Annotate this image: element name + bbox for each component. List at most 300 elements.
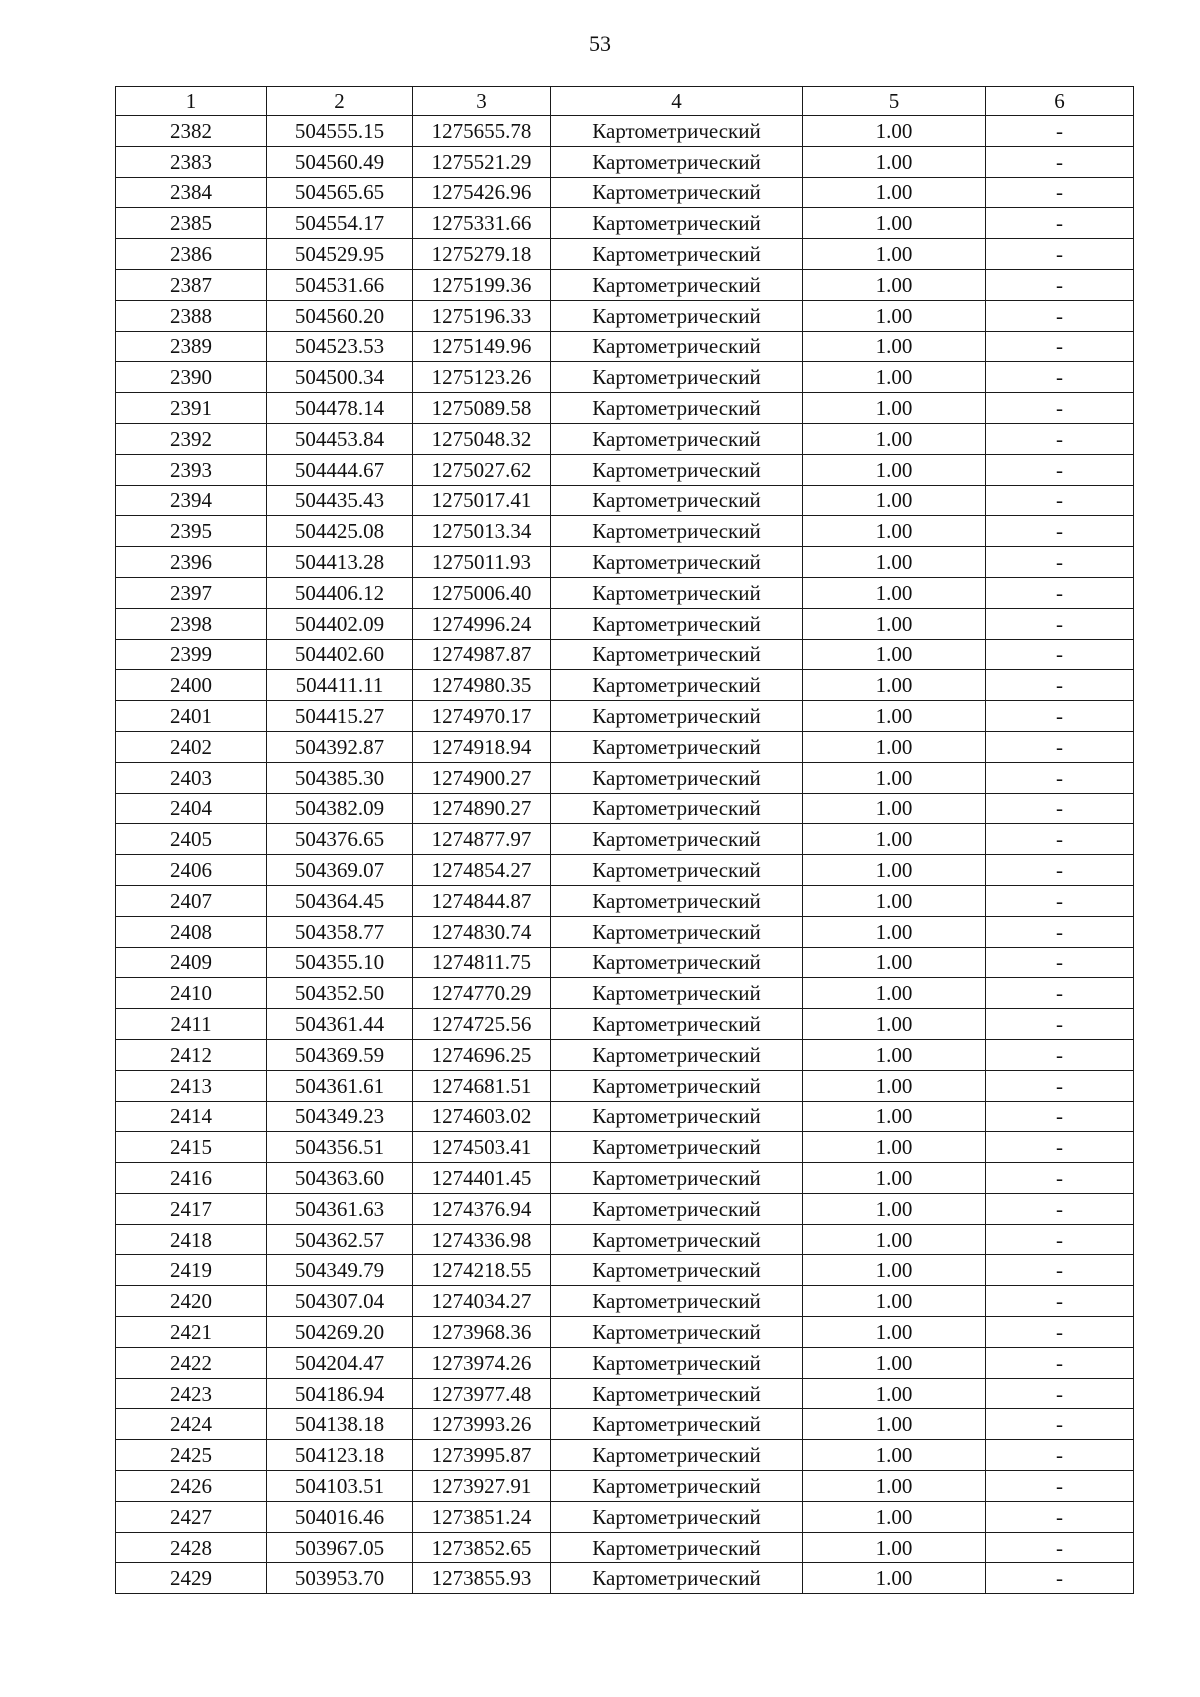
method-cell: Картометрический xyxy=(551,947,803,978)
table-row xyxy=(116,1224,1134,1255)
y-coordinate-cell: 1275331.66 xyxy=(413,208,551,239)
x-coordinate-cell: 504369.07 xyxy=(267,855,413,886)
accuracy-cell: 1.00 xyxy=(803,1317,986,1348)
x-coordinate-cell: 504361.44 xyxy=(267,1009,413,1040)
point-number-cell: 2405 xyxy=(116,824,267,855)
accuracy-cell: 1.00 xyxy=(803,1132,986,1163)
accuracy-cell: 1.00 xyxy=(803,146,986,177)
x-coordinate-cell: 504358.77 xyxy=(267,916,413,947)
table-row xyxy=(116,1286,1134,1317)
y-coordinate-cell: 1274811.75 xyxy=(413,947,551,978)
table-row xyxy=(116,885,1134,916)
method-cell: Картометрический xyxy=(551,1471,803,1502)
point-number-cell: 2387 xyxy=(116,269,267,300)
method-cell: Картометрический xyxy=(551,1317,803,1348)
x-coordinate-cell: 504269.20 xyxy=(267,1317,413,1348)
method-cell: Картометрический xyxy=(551,116,803,147)
method-cell: Картометрический xyxy=(551,1378,803,1409)
x-coordinate-cell: 504435.43 xyxy=(267,485,413,516)
x-coordinate-cell: 504406.12 xyxy=(267,577,413,608)
method-cell: Картометрический xyxy=(551,1347,803,1378)
point-number-cell: 2401 xyxy=(116,701,267,732)
table-row xyxy=(116,670,1134,701)
table-row xyxy=(116,1532,1134,1563)
description-cell: - xyxy=(986,1193,1134,1224)
x-coordinate-cell: 504565.65 xyxy=(267,177,413,208)
y-coordinate-cell: 1275279.18 xyxy=(413,239,551,270)
x-coordinate-cell: 504362.57 xyxy=(267,1224,413,1255)
method-cell: Картометрический xyxy=(551,855,803,886)
x-coordinate-cell: 504369.59 xyxy=(267,1039,413,1070)
x-coordinate-cell: 504361.61 xyxy=(267,1070,413,1101)
x-coordinate-cell: 504361.63 xyxy=(267,1193,413,1224)
method-cell: Картометрический xyxy=(551,1101,803,1132)
y-coordinate-cell: 1273968.36 xyxy=(413,1317,551,1348)
method-cell: Картометрический xyxy=(551,177,803,208)
y-coordinate-cell: 1274844.87 xyxy=(413,885,551,916)
table-row xyxy=(116,1009,1134,1040)
point-number-cell: 2427 xyxy=(116,1501,267,1532)
description-cell: - xyxy=(986,331,1134,362)
description-cell: - xyxy=(986,731,1134,762)
method-cell: Картометрический xyxy=(551,731,803,762)
method-cell: Картометрический xyxy=(551,762,803,793)
x-coordinate-cell: 503953.70 xyxy=(267,1563,413,1594)
table-row xyxy=(116,300,1134,331)
point-number-cell: 2396 xyxy=(116,547,267,578)
point-number-cell: 2410 xyxy=(116,978,267,1009)
y-coordinate-cell: 1273977.48 xyxy=(413,1378,551,1409)
table-row xyxy=(116,1378,1134,1409)
point-number-cell: 2420 xyxy=(116,1286,267,1317)
accuracy-cell: 1.00 xyxy=(803,1224,986,1255)
y-coordinate-cell: 1274770.29 xyxy=(413,978,551,1009)
x-coordinate-cell: 504523.53 xyxy=(267,331,413,362)
description-cell: - xyxy=(986,1070,1134,1101)
y-coordinate-cell: 1274854.27 xyxy=(413,855,551,886)
x-coordinate-cell: 504355.10 xyxy=(267,947,413,978)
method-cell: Картометрический xyxy=(551,1163,803,1194)
method-cell: Картометрический xyxy=(551,239,803,270)
point-number-cell: 2412 xyxy=(116,1039,267,1070)
method-cell: Картометрический xyxy=(551,208,803,239)
point-number-cell: 2403 xyxy=(116,762,267,793)
accuracy-cell: 1.00 xyxy=(803,670,986,701)
table-row xyxy=(116,1132,1134,1163)
table-row xyxy=(116,146,1134,177)
table-row xyxy=(116,793,1134,824)
point-number-cell: 2419 xyxy=(116,1255,267,1286)
x-coordinate-cell: 504349.79 xyxy=(267,1255,413,1286)
point-number-cell: 2417 xyxy=(116,1193,267,1224)
x-coordinate-cell: 504529.95 xyxy=(267,239,413,270)
method-cell: Картометрический xyxy=(551,300,803,331)
method-cell: Картометрический xyxy=(551,423,803,454)
description-cell: - xyxy=(986,916,1134,947)
accuracy-cell: 1.00 xyxy=(803,1286,986,1317)
method-cell: Картометрический xyxy=(551,1039,803,1070)
method-cell: Картометрический xyxy=(551,1255,803,1286)
method-cell: Картометрический xyxy=(551,577,803,608)
y-coordinate-cell: 1274401.45 xyxy=(413,1163,551,1194)
description-cell: - xyxy=(986,1009,1134,1040)
point-number-cell: 2416 xyxy=(116,1163,267,1194)
accuracy-cell: 1.00 xyxy=(803,116,986,147)
x-coordinate-cell: 504415.27 xyxy=(267,701,413,732)
method-cell: Картометрический xyxy=(551,1501,803,1532)
x-coordinate-cell: 504349.23 xyxy=(267,1101,413,1132)
table-row xyxy=(116,577,1134,608)
description-cell: - xyxy=(986,362,1134,393)
x-coordinate-cell: 504376.65 xyxy=(267,824,413,855)
accuracy-cell: 1.00 xyxy=(803,300,986,331)
accuracy-cell: 1.00 xyxy=(803,885,986,916)
description-cell: - xyxy=(986,855,1134,886)
accuracy-cell: 1.00 xyxy=(803,1070,986,1101)
accuracy-cell: 1.00 xyxy=(803,1009,986,1040)
table-row xyxy=(116,485,1134,516)
table-row xyxy=(116,701,1134,732)
accuracy-cell: 1.00 xyxy=(803,1039,986,1070)
method-cell: Картометрический xyxy=(551,1009,803,1040)
point-number-cell: 2390 xyxy=(116,362,267,393)
table-row xyxy=(116,362,1134,393)
x-coordinate-cell: 504363.60 xyxy=(267,1163,413,1194)
x-coordinate-cell: 504385.30 xyxy=(267,762,413,793)
method-cell: Картометрический xyxy=(551,454,803,485)
table-row xyxy=(116,608,1134,639)
description-cell: - xyxy=(986,485,1134,516)
y-coordinate-cell: 1275048.32 xyxy=(413,423,551,454)
x-coordinate-cell: 504560.20 xyxy=(267,300,413,331)
description-cell: - xyxy=(986,1286,1134,1317)
x-coordinate-cell: 504307.04 xyxy=(267,1286,413,1317)
point-number-cell: 2392 xyxy=(116,423,267,454)
column-header: 1 xyxy=(116,87,267,116)
x-coordinate-cell: 504204.47 xyxy=(267,1347,413,1378)
method-cell: Картометрический xyxy=(551,1224,803,1255)
y-coordinate-cell: 1275027.62 xyxy=(413,454,551,485)
x-coordinate-cell: 504402.60 xyxy=(267,639,413,670)
point-number-cell: 2426 xyxy=(116,1471,267,1502)
column-header: 6 xyxy=(986,87,1134,116)
y-coordinate-cell: 1274218.55 xyxy=(413,1255,551,1286)
description-cell: - xyxy=(986,793,1134,824)
method-cell: Картометрический xyxy=(551,269,803,300)
method-cell: Картометрический xyxy=(551,1532,803,1563)
accuracy-cell: 1.00 xyxy=(803,577,986,608)
table-row xyxy=(116,269,1134,300)
point-number-cell: 2386 xyxy=(116,239,267,270)
point-number-cell: 2395 xyxy=(116,516,267,547)
point-number-cell: 2407 xyxy=(116,885,267,916)
y-coordinate-cell: 1274996.24 xyxy=(413,608,551,639)
accuracy-cell: 1.00 xyxy=(803,1255,986,1286)
accuracy-cell: 1.00 xyxy=(803,1532,986,1563)
method-cell: Картометрический xyxy=(551,485,803,516)
table-row xyxy=(116,947,1134,978)
description-cell: - xyxy=(986,454,1134,485)
table-row xyxy=(116,331,1134,362)
accuracy-cell: 1.00 xyxy=(803,916,986,947)
accuracy-cell: 1.00 xyxy=(803,423,986,454)
y-coordinate-cell: 1274503.41 xyxy=(413,1132,551,1163)
point-number-cell: 2425 xyxy=(116,1440,267,1471)
y-coordinate-cell: 1274336.98 xyxy=(413,1224,551,1255)
point-number-cell: 2404 xyxy=(116,793,267,824)
description-cell: - xyxy=(986,1532,1134,1563)
description-cell: - xyxy=(986,978,1134,1009)
x-coordinate-cell: 504444.67 xyxy=(267,454,413,485)
y-coordinate-cell: 1275521.29 xyxy=(413,146,551,177)
method-cell: Картометрический xyxy=(551,1286,803,1317)
point-number-cell: 2385 xyxy=(116,208,267,239)
accuracy-cell: 1.00 xyxy=(803,978,986,1009)
point-number-cell: 2397 xyxy=(116,577,267,608)
method-cell: Картометрический xyxy=(551,793,803,824)
y-coordinate-cell: 1275013.34 xyxy=(413,516,551,547)
y-coordinate-cell: 1274918.94 xyxy=(413,731,551,762)
x-coordinate-cell: 504103.51 xyxy=(267,1471,413,1502)
table-row xyxy=(116,1563,1134,1594)
description-cell: - xyxy=(986,1039,1134,1070)
accuracy-cell: 1.00 xyxy=(803,608,986,639)
accuracy-cell: 1.00 xyxy=(803,824,986,855)
point-number-cell: 2384 xyxy=(116,177,267,208)
table-row xyxy=(116,916,1134,947)
accuracy-cell: 1.00 xyxy=(803,1440,986,1471)
description-cell: - xyxy=(986,577,1134,608)
table-row xyxy=(116,1193,1134,1224)
accuracy-cell: 1.00 xyxy=(803,208,986,239)
description-cell: - xyxy=(986,146,1134,177)
column-header: 5 xyxy=(803,87,986,116)
table-row xyxy=(116,762,1134,793)
table-row xyxy=(116,1101,1134,1132)
x-coordinate-cell: 504364.45 xyxy=(267,885,413,916)
y-coordinate-cell: 1273855.93 xyxy=(413,1563,551,1594)
description-cell: - xyxy=(986,670,1134,701)
y-coordinate-cell: 1275006.40 xyxy=(413,577,551,608)
method-cell: Картометрический xyxy=(551,1440,803,1471)
description-cell: - xyxy=(986,269,1134,300)
point-number-cell: 2400 xyxy=(116,670,267,701)
y-coordinate-cell: 1274696.25 xyxy=(413,1039,551,1070)
method-cell: Картометрический xyxy=(551,1409,803,1440)
x-coordinate-cell: 504478.14 xyxy=(267,393,413,424)
x-coordinate-cell: 504402.09 xyxy=(267,608,413,639)
y-coordinate-cell: 1274725.56 xyxy=(413,1009,551,1040)
table-row xyxy=(116,547,1134,578)
description-cell: - xyxy=(986,393,1134,424)
table-header-row xyxy=(116,87,1134,116)
accuracy-cell: 1.00 xyxy=(803,362,986,393)
method-cell: Картометрический xyxy=(551,1132,803,1163)
point-number-cell: 2411 xyxy=(116,1009,267,1040)
accuracy-cell: 1.00 xyxy=(803,177,986,208)
table-row xyxy=(116,1039,1134,1070)
table-row xyxy=(116,1440,1134,1471)
y-coordinate-cell: 1274034.27 xyxy=(413,1286,551,1317)
x-coordinate-cell: 504138.18 xyxy=(267,1409,413,1440)
y-coordinate-cell: 1273993.26 xyxy=(413,1409,551,1440)
method-cell: Картометрический xyxy=(551,701,803,732)
accuracy-cell: 1.00 xyxy=(803,1163,986,1194)
x-coordinate-cell: 504560.49 xyxy=(267,146,413,177)
description-cell: - xyxy=(986,177,1134,208)
column-header: 3 xyxy=(413,87,551,116)
method-cell: Картометрический xyxy=(551,516,803,547)
x-coordinate-cell: 504411.11 xyxy=(267,670,413,701)
description-cell: - xyxy=(986,762,1134,793)
y-coordinate-cell: 1274987.87 xyxy=(413,639,551,670)
y-coordinate-cell: 1274877.97 xyxy=(413,824,551,855)
x-coordinate-cell: 504382.09 xyxy=(267,793,413,824)
accuracy-cell: 1.00 xyxy=(803,701,986,732)
table-row xyxy=(116,978,1134,1009)
y-coordinate-cell: 1275149.96 xyxy=(413,331,551,362)
description-cell: - xyxy=(986,1378,1134,1409)
table-row xyxy=(116,731,1134,762)
y-coordinate-cell: 1274376.94 xyxy=(413,1193,551,1224)
description-cell: - xyxy=(986,1132,1134,1163)
x-coordinate-cell: 504123.18 xyxy=(267,1440,413,1471)
x-coordinate-cell: 504352.50 xyxy=(267,978,413,1009)
point-number-cell: 2393 xyxy=(116,454,267,485)
table-row xyxy=(116,239,1134,270)
coordinates-table xyxy=(115,86,1134,1594)
description-cell: - xyxy=(986,300,1134,331)
x-coordinate-cell: 504356.51 xyxy=(267,1132,413,1163)
y-coordinate-cell: 1275199.36 xyxy=(413,269,551,300)
y-coordinate-cell: 1275017.41 xyxy=(413,485,551,516)
y-coordinate-cell: 1274970.17 xyxy=(413,701,551,732)
table-row xyxy=(116,516,1134,547)
description-cell: - xyxy=(986,423,1134,454)
description-cell: - xyxy=(986,639,1134,670)
method-cell: Картометрический xyxy=(551,885,803,916)
y-coordinate-cell: 1273995.87 xyxy=(413,1440,551,1471)
point-number-cell: 2413 xyxy=(116,1070,267,1101)
y-coordinate-cell: 1275089.58 xyxy=(413,393,551,424)
description-cell: - xyxy=(986,1224,1134,1255)
accuracy-cell: 1.00 xyxy=(803,485,986,516)
table-row xyxy=(116,116,1134,147)
point-number-cell: 2389 xyxy=(116,331,267,362)
description-cell: - xyxy=(986,1440,1134,1471)
accuracy-cell: 1.00 xyxy=(803,393,986,424)
method-cell: Картометрический xyxy=(551,331,803,362)
accuracy-cell: 1.00 xyxy=(803,547,986,578)
description-cell: - xyxy=(986,208,1134,239)
accuracy-cell: 1.00 xyxy=(803,1378,986,1409)
accuracy-cell: 1.00 xyxy=(803,1471,986,1502)
x-coordinate-cell: 504500.34 xyxy=(267,362,413,393)
point-number-cell: 2408 xyxy=(116,916,267,947)
point-number-cell: 2415 xyxy=(116,1132,267,1163)
description-cell: - xyxy=(986,1101,1134,1132)
accuracy-cell: 1.00 xyxy=(803,793,986,824)
accuracy-cell: 1.00 xyxy=(803,855,986,886)
method-cell: Картометрический xyxy=(551,146,803,177)
accuracy-cell: 1.00 xyxy=(803,731,986,762)
accuracy-cell: 1.00 xyxy=(803,1193,986,1224)
y-coordinate-cell: 1273851.24 xyxy=(413,1501,551,1532)
accuracy-cell: 1.00 xyxy=(803,1101,986,1132)
accuracy-cell: 1.00 xyxy=(803,331,986,362)
description-cell: - xyxy=(986,824,1134,855)
point-number-cell: 2429 xyxy=(116,1563,267,1594)
accuracy-cell: 1.00 xyxy=(803,762,986,793)
description-cell: - xyxy=(986,116,1134,147)
table-row xyxy=(116,1347,1134,1378)
point-number-cell: 2399 xyxy=(116,639,267,670)
table-row xyxy=(116,177,1134,208)
method-cell: Картометрический xyxy=(551,362,803,393)
point-number-cell: 2391 xyxy=(116,393,267,424)
table-row xyxy=(116,1317,1134,1348)
method-cell: Картометрический xyxy=(551,1193,803,1224)
method-cell: Картометрический xyxy=(551,1563,803,1594)
table-row xyxy=(116,639,1134,670)
table-row xyxy=(116,1471,1134,1502)
y-coordinate-cell: 1273974.26 xyxy=(413,1347,551,1378)
column-header: 4 xyxy=(551,87,803,116)
accuracy-cell: 1.00 xyxy=(803,639,986,670)
accuracy-cell: 1.00 xyxy=(803,454,986,485)
accuracy-cell: 1.00 xyxy=(803,1501,986,1532)
table-row xyxy=(116,1163,1134,1194)
point-number-cell: 2394 xyxy=(116,485,267,516)
point-number-cell: 2402 xyxy=(116,731,267,762)
x-coordinate-cell: 504531.66 xyxy=(267,269,413,300)
point-number-cell: 2414 xyxy=(116,1101,267,1132)
y-coordinate-cell: 1274980.35 xyxy=(413,670,551,701)
point-number-cell: 2406 xyxy=(116,855,267,886)
description-cell: - xyxy=(986,1163,1134,1194)
y-coordinate-cell: 1275426.96 xyxy=(413,177,551,208)
description-cell: - xyxy=(986,947,1134,978)
description-cell: - xyxy=(986,1471,1134,1502)
x-coordinate-cell: 503967.05 xyxy=(267,1532,413,1563)
description-cell: - xyxy=(986,547,1134,578)
x-coordinate-cell: 504016.46 xyxy=(267,1501,413,1532)
description-cell: - xyxy=(986,1563,1134,1594)
method-cell: Картометрический xyxy=(551,824,803,855)
y-coordinate-cell: 1275123.26 xyxy=(413,362,551,393)
method-cell: Картометрический xyxy=(551,670,803,701)
description-cell: - xyxy=(986,1347,1134,1378)
point-number-cell: 2418 xyxy=(116,1224,267,1255)
description-cell: - xyxy=(986,608,1134,639)
accuracy-cell: 1.00 xyxy=(803,1563,986,1594)
y-coordinate-cell: 1273927.91 xyxy=(413,1471,551,1502)
point-number-cell: 2428 xyxy=(116,1532,267,1563)
method-cell: Картометрический xyxy=(551,547,803,578)
table-row xyxy=(116,1070,1134,1101)
method-cell: Картометрический xyxy=(551,393,803,424)
x-coordinate-cell: 504555.15 xyxy=(267,116,413,147)
y-coordinate-cell: 1274900.27 xyxy=(413,762,551,793)
point-number-cell: 2382 xyxy=(116,116,267,147)
y-coordinate-cell: 1274830.74 xyxy=(413,916,551,947)
description-cell: - xyxy=(986,516,1134,547)
column-header: 2 xyxy=(267,87,413,116)
y-coordinate-cell: 1275196.33 xyxy=(413,300,551,331)
description-cell: - xyxy=(986,1317,1134,1348)
description-cell: - xyxy=(986,1255,1134,1286)
description-cell: - xyxy=(986,885,1134,916)
